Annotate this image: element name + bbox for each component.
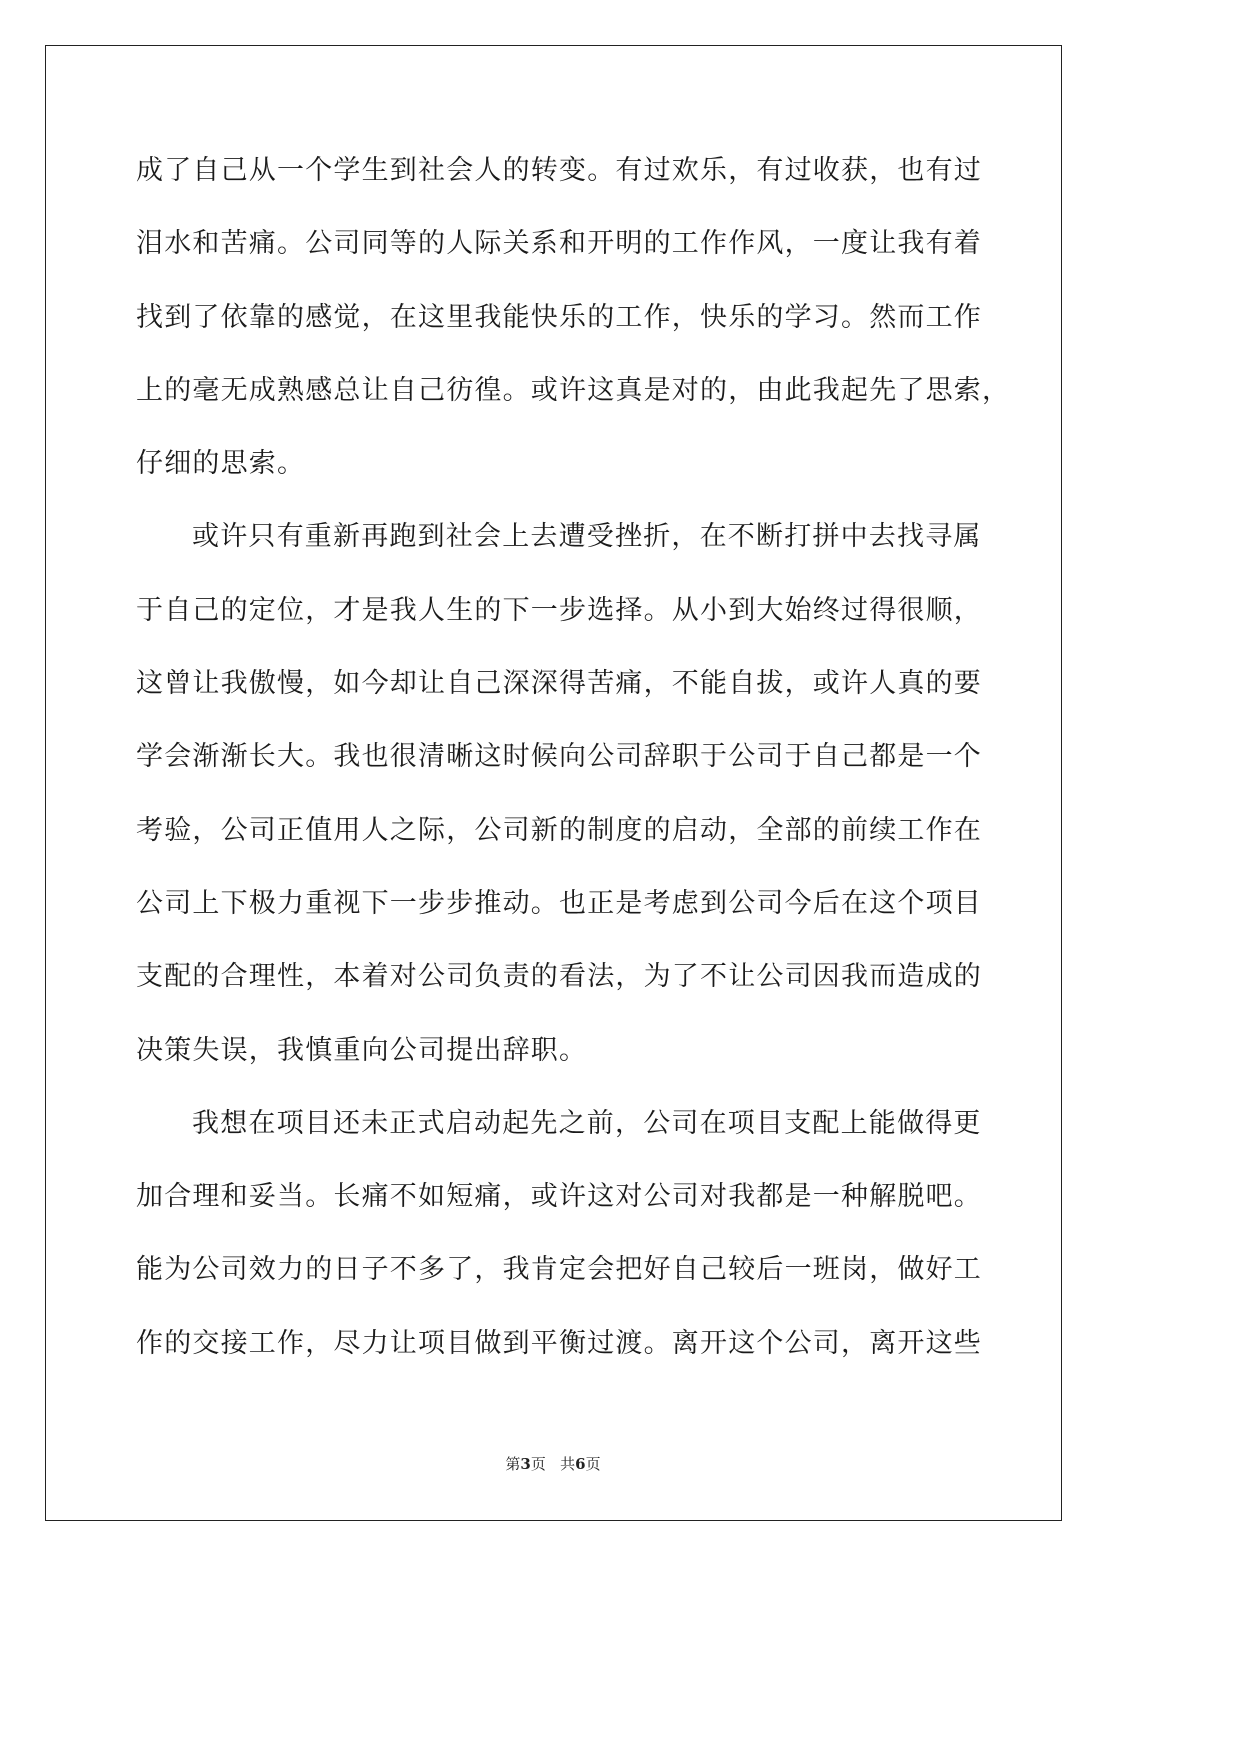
footer-total-prefix: 共 <box>560 1455 576 1473</box>
text-line: 成了自己从一个学生到社会人的转变。有过欢乐，有过收获，也有过 <box>136 155 982 186</box>
text-line: 上的毫无成熟感总让自己彷徨。或许这真是对的，由此我起先了思索， <box>136 374 1011 406</box>
text-line: 公司上下极力重视下一步步推动。也正是考虑到公司今后在这个项目 <box>136 887 982 919</box>
text-line: 仔细的思索。 <box>136 448 306 480</box>
text-line: 于自己的定位，才是我人生的下一步选择。从小到大始终过得很顺， <box>136 594 982 626</box>
text-line: 找到了依靠的感觉，在这里我能快乐的工作，快乐的学习。然而工作 <box>136 301 982 333</box>
paragraph-first-line: 我想在项目还未正式启动起先之前，公司在项目支配上能做得更 <box>192 1107 982 1139</box>
text-line: 这曾让我傲慢，如今却让自己深深得苦痛，不能自拔，或许人真的要 <box>136 668 982 700</box>
total-page-count: 6 <box>575 1455 586 1473</box>
text-line: 泪水和苦痛。公司同等的人际关系和开明的工作作风，一度让我有着 <box>136 228 982 260</box>
footer-prefix: 第 <box>505 1455 521 1473</box>
text-line: 学会渐渐长大。我也很清晰这时候向公司辞职于公司于自己都是一个 <box>136 741 982 773</box>
text-line: 决策失误，我慎重向公司提出辞职。 <box>136 1034 588 1066</box>
text-line: 支配的合理性，本着对公司负责的看法，为了不让公司因我而造成的 <box>136 961 982 993</box>
text-line: 能为公司效力的日子不多了，我肯定会把好自己较后一班岗，做好工 <box>136 1254 982 1286</box>
footer-total-suffix: 页 <box>585 1455 601 1473</box>
document-body <box>136 134 1011 1380</box>
text-line: 作的交接工作，尽力让项目做到平衡过渡。离开这个公司，离开这些 <box>136 1327 982 1359</box>
footer-page-suffix: 页 <box>530 1455 546 1473</box>
page-footer <box>0 1453 1106 1474</box>
current-page-number: 3 <box>520 1455 531 1473</box>
paragraph-first-line: 或许只有重新再跑到社会上去遭受挫折，在不断打拼中去找寻属 <box>192 521 982 553</box>
text-line: 加合理和妥当。长痛不如短痛，或许这对公司对我都是一种解脱吧。 <box>136 1181 982 1213</box>
text-line: 考验，公司正值用人之际，公司新的制度的启动，全部的前续工作在 <box>136 814 982 846</box>
